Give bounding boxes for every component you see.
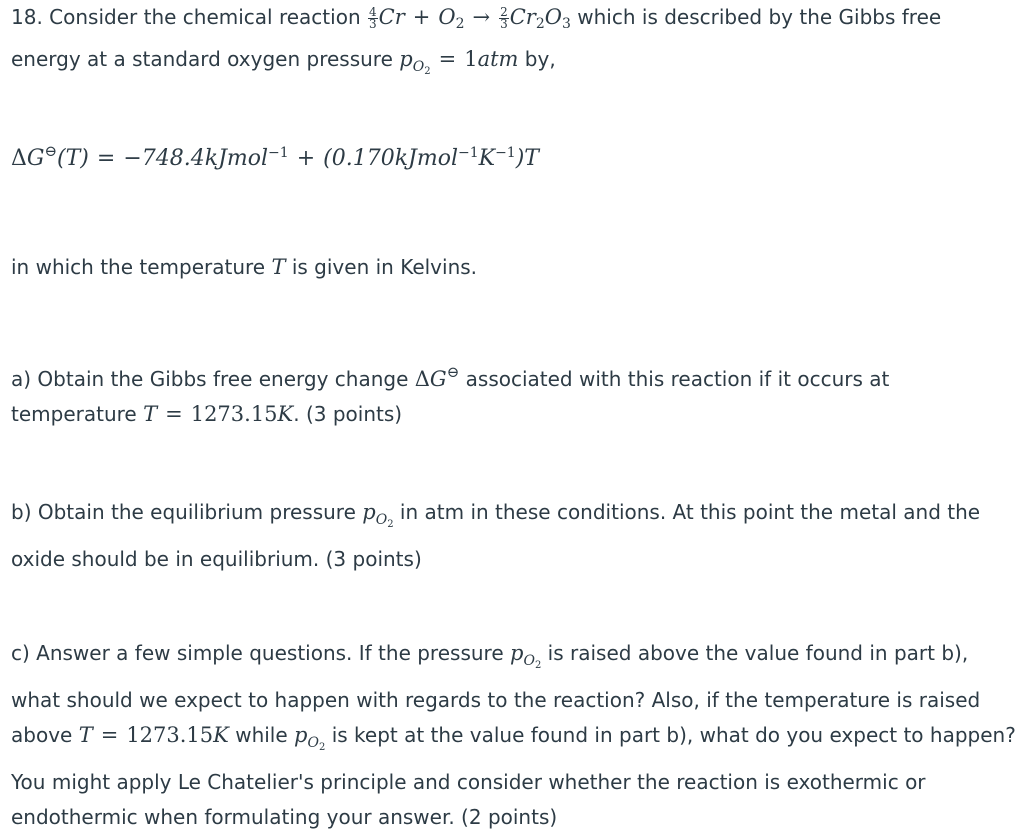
- reaction-equation: $\frac{4}{3}$ $Cr + O_2$ → $\frac{2}{3}$ $Cr_2O_3$: [368, 5, 571, 32]
- delta-g-standard: ΔG⊖: [414, 363, 460, 391]
- enthalpy-term: −748.4kJmol: [123, 146, 269, 171]
- entropy-term: (0.170kJmol: [323, 146, 458, 171]
- intro-text: Consider the chemical reaction: [49, 5, 361, 29]
- gibbs-equation: ΔG⊖(T) = −748.4kJmol$^{-1}$ + $(0.170kJmol^{-1}K^{-1})T$: [11, 142, 539, 171]
- part-a: a) Obtain the Gibbs free energy change ΔG⊖ associated with this reaction if it occurs at temperature T = 1273.15K. (3 points): [11, 363, 890, 426]
- question-statement: [11, 0, 1016, 89]
- species-o2: O: [438, 5, 456, 29]
- pressure-definition: $p_{O_2}= 1atm$: [399, 47, 519, 77]
- intro-text-end: by,: [524, 47, 556, 71]
- temperature-value: T = 1273.15K: [78, 723, 229, 747]
- temperature-note: in which the temperature T is given in Kelvins.: [11, 255, 478, 279]
- oxygen-pressure: $p_{O_2}$: [362, 500, 394, 530]
- reaction-arrow: →: [472, 5, 491, 29]
- oxygen-pressure: $p_{O_2}$: [294, 723, 326, 753]
- plus-sign: +: [412, 5, 431, 29]
- species-cr: Cr: [378, 5, 405, 29]
- delta-symbol: Δ: [11, 146, 27, 171]
- standard-state-symbol: ⊖: [44, 142, 58, 160]
- oxygen-pressure: $p_{O_2}$: [510, 641, 542, 671]
- product-o: O: [544, 5, 562, 29]
- intro-text-continued: which is described by the Gibbs free energy at a standard oxygen pressure: [11, 5, 942, 71]
- question-number: 18.: [11, 5, 43, 29]
- product-cr: Cr: [509, 5, 536, 29]
- part-b: b) Obtain the equilibrium pressure $p_{O_2}$ in atm in these conditions. At this point the metal and the oxide should be in equilibrium. (3 points): [11, 500, 981, 571]
- coefficient-four-thirds: $\frac{4}{3}$: [368, 5, 377, 31]
- part-c: c) Answer a few simple questions. If the pressure $p_{O_2}$ is raised above the value found in part b), what should we expect to happen with regards to the reaction? Also, if the temperature is raised above T = 1273.15K while $p_{O_2}$ is kept at the value found in part b), what do you expect to happen? You might apply Le Chatelier's principle and consider whether the reaction is exothermic or endothermic when formulating your answer. (2 points): [11, 641, 1016, 829]
- coefficient-two-thirds: $\frac{2}{3}$: [500, 5, 508, 31]
- temperature-value: T = 1273.15K: [143, 402, 294, 426]
